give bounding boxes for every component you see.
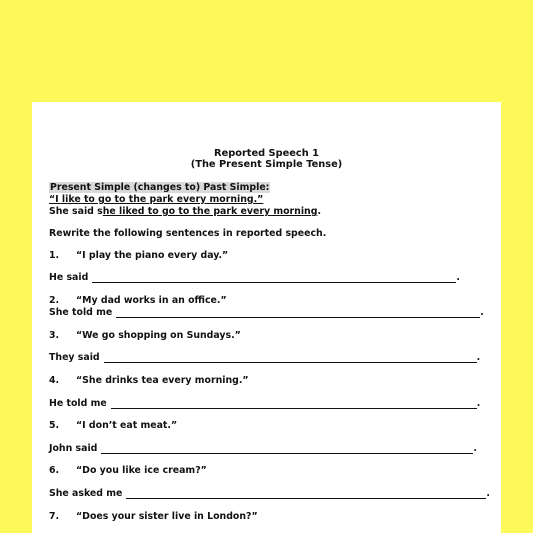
worksheet-subtitle: (The Present Simple Tense) xyxy=(190,159,343,170)
question-7 xyxy=(49,511,258,522)
question-number: 7. xyxy=(49,511,60,522)
answer-prompt: She asked me xyxy=(49,488,123,499)
answer-end: . xyxy=(456,272,460,283)
question-2 xyxy=(49,295,227,306)
answer-row-4 xyxy=(49,398,480,409)
answer-row-3 xyxy=(49,352,480,363)
question-4 xyxy=(49,375,249,386)
answer-blank-3[interactable] xyxy=(104,353,477,363)
question-quote: “I don’t eat meat.” xyxy=(76,420,178,431)
answer-prompt: He told me xyxy=(49,398,107,409)
rule-example-underlined: he liked to go to the park every morning xyxy=(102,206,318,217)
answer-prompt: John said xyxy=(49,443,98,454)
question-quote: “Does your sister live in London?” xyxy=(76,511,258,522)
question-6 xyxy=(49,465,207,476)
answer-blank-6[interactable] xyxy=(126,489,486,499)
answer-end: . xyxy=(480,307,484,318)
worksheet-page xyxy=(32,102,501,533)
question-number: 1. xyxy=(49,250,60,261)
question-number: 5. xyxy=(49,420,60,431)
answer-row-1 xyxy=(49,272,460,283)
grammar-rule xyxy=(49,182,321,217)
answer-end: . xyxy=(473,443,477,454)
answer-blank-1[interactable] xyxy=(92,273,456,283)
answer-row-6 xyxy=(49,488,490,499)
question-quote: “Do you like ice cream?” xyxy=(76,465,207,476)
question-quote: “We go shopping on Sundays.” xyxy=(76,330,241,341)
question-quote: “She drinks tea every morning.” xyxy=(76,375,249,386)
instructions: Rewrite the following sentences in reported speech. xyxy=(49,228,327,239)
question-number: 2. xyxy=(49,295,60,306)
question-number: 4. xyxy=(49,375,60,386)
answer-prompt: He said xyxy=(49,272,89,283)
answer-prompt: They said xyxy=(49,352,100,363)
rule-example-prefix: She said s xyxy=(49,206,103,217)
answer-blank-2[interactable] xyxy=(116,308,480,318)
answer-row-5 xyxy=(49,443,477,454)
answer-end: . xyxy=(486,488,490,499)
question-quote: “My dad works in an office.” xyxy=(76,295,227,306)
question-5 xyxy=(49,420,177,431)
answer-prompt: She told me xyxy=(49,307,113,318)
answer-blank-4[interactable] xyxy=(111,399,477,409)
answer-end: . xyxy=(476,398,481,409)
worksheet-title: Reported Speech 1 xyxy=(214,148,319,159)
question-number: 3. xyxy=(49,330,60,341)
answer-row-2 xyxy=(49,307,484,318)
question-3 xyxy=(49,330,241,341)
rule-heading: Present Simple (changes to) Past Simple: xyxy=(50,182,270,193)
rule-example-reported xyxy=(49,206,321,217)
answer-end: . xyxy=(476,352,481,363)
rule-example-end: . xyxy=(317,206,321,217)
answer-blank-5[interactable] xyxy=(101,444,473,454)
rule-example-quote: “I like to go to the park every morning.” xyxy=(49,194,264,205)
question-quote: “I play the piano every day.” xyxy=(76,250,229,261)
question-1 xyxy=(49,250,228,261)
question-number: 6. xyxy=(49,465,60,476)
